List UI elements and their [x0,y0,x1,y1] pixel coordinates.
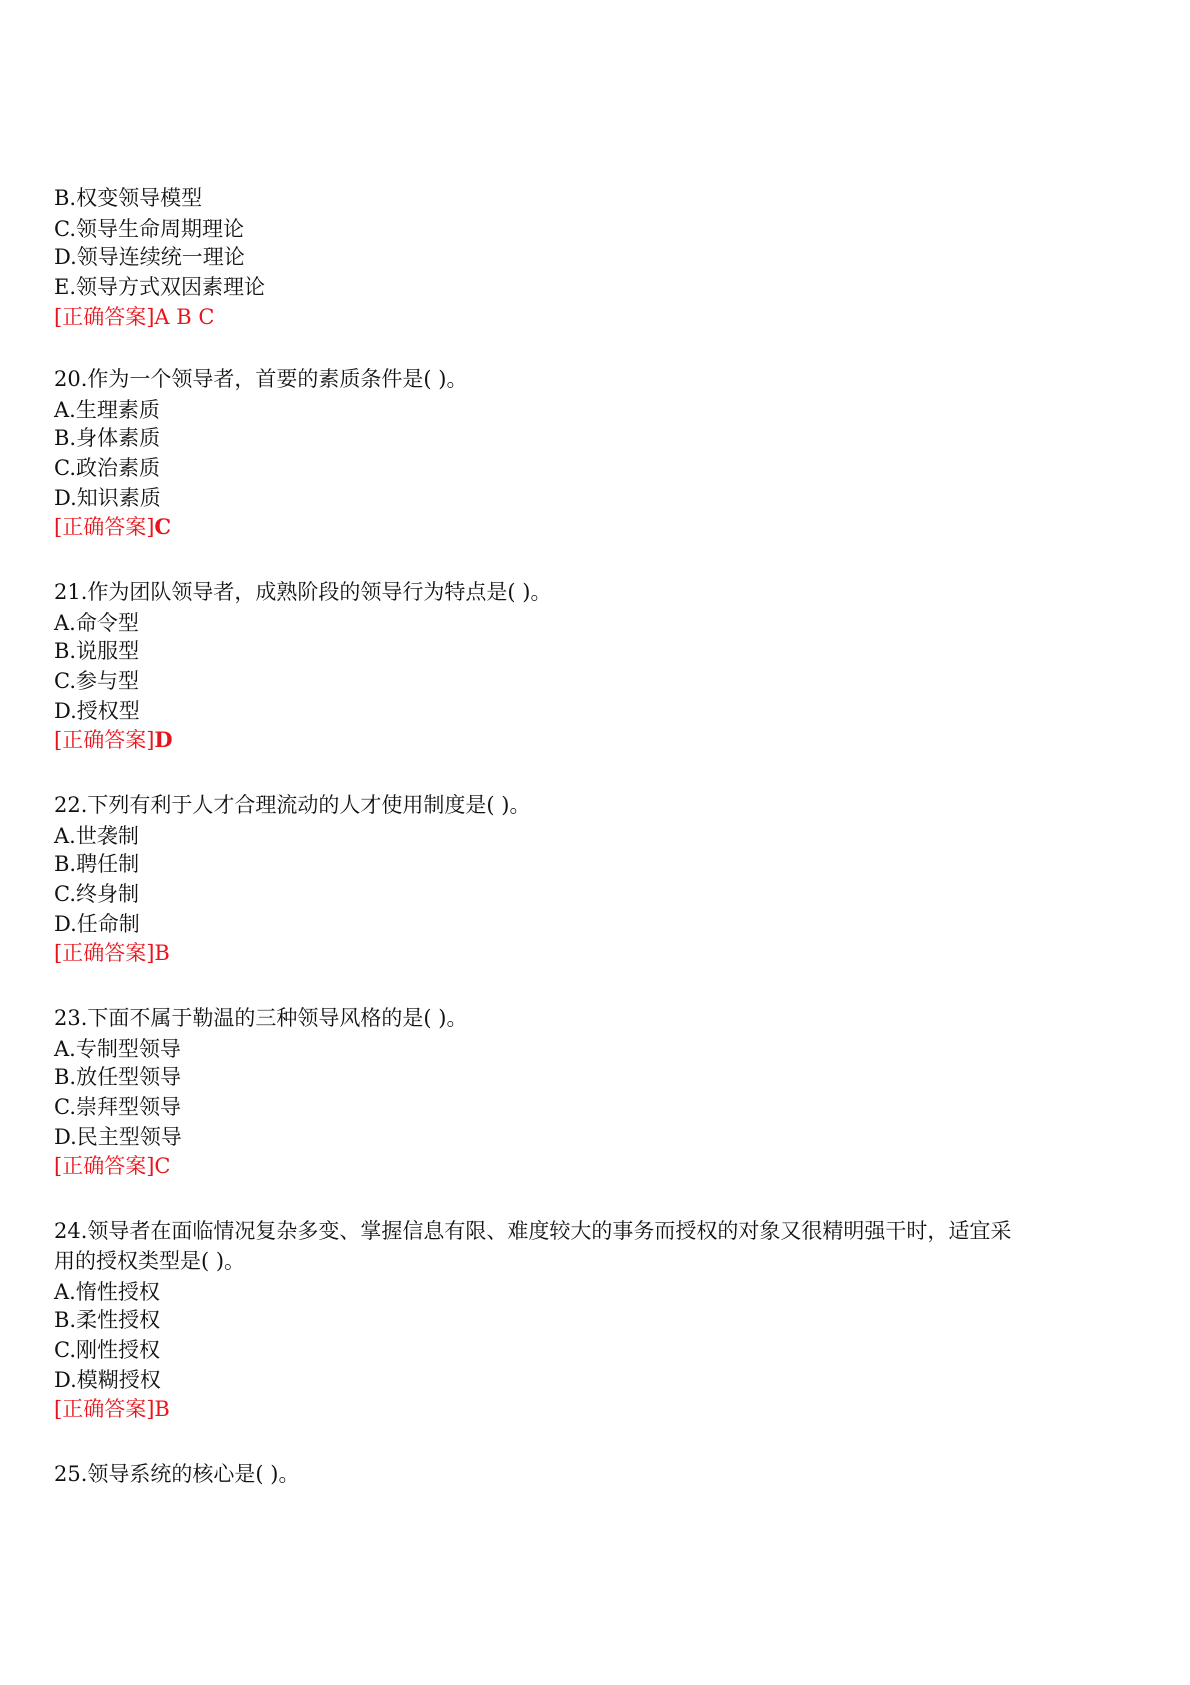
option-text: A.世袭制 [54,824,139,848]
question-text: 24.领导者在面临情况复杂多变、掌握信息有限、难度较大的事务而授权的对象又很精明强干时，适宜采 [54,1219,1012,1243]
question-text: 21.作为团队领导者，成熟阶段的领导行为特点是( )。 [54,580,552,604]
option-text: D.授权型 [54,699,140,723]
answer-prefix: [正确答案] [54,941,155,965]
answer-line [54,1394,170,1424]
option-text: C.参与型 [54,669,139,693]
question-text: 22.下列有利于人才合理流动的人才使用制度是( )。 [54,793,531,817]
option-text: C.领导生命周期理论 [54,217,244,241]
answer-line [54,938,170,968]
answer-value: C [154,514,172,539]
answer-line [54,725,173,755]
answer-value: B [154,941,170,965]
option-text: A.生理素质 [54,398,160,422]
question-text: 20.作为一个领导者，首要的素质条件是( )。 [54,367,468,391]
answer-prefix: [正确答案] [54,1397,155,1421]
answer-prefix: [正确答案] [54,515,155,539]
option-text: E.领导方式双因素理论 [54,275,266,299]
question-text: 23.下面不属于勒温的三种领导风格的是( )。 [54,1006,468,1030]
answer-prefix: [正确答案] [54,728,155,752]
option-text: D.领导连续统一理论 [54,245,245,269]
option-text: A.专制型领导 [54,1037,181,1061]
option-text: C.终身制 [54,882,139,906]
answer-prefix: [正确答案] [54,1154,155,1178]
answer-line [54,512,171,542]
option-text: D.知识素质 [54,486,161,510]
answer-value: C [154,1154,171,1178]
option-text: B.聘任制 [54,852,140,876]
option-text: D.模糊授权 [54,1368,161,1392]
answer-value: A B C [154,305,215,329]
option-text: A.命令型 [54,611,139,635]
option-text: A.惰性授权 [54,1280,160,1304]
answer-value: D [154,727,173,752]
option-text: C.政治素质 [54,456,160,480]
option-text: B.柔性授权 [54,1308,161,1332]
option-text: C.崇拜型领导 [54,1095,181,1119]
option-text: C.刚性授权 [54,1338,160,1362]
option-text: B.说服型 [54,639,140,663]
answer-line [54,302,214,332]
option-text: D.民主型领导 [54,1125,182,1149]
question-text: 25.领导系统的核心是( )。 [54,1462,300,1486]
option-text: B.身体素质 [54,426,161,450]
answer-line [54,1151,170,1181]
option-text: B.放任型领导 [54,1065,182,1089]
answer-value: B [154,1397,170,1421]
question-text-continued: 用的授权类型是( )。 [54,1249,246,1273]
option-text: D.任命制 [54,912,140,936]
option-text: B.权变领导模型 [54,186,203,210]
answer-prefix: [正确答案] [54,305,155,329]
